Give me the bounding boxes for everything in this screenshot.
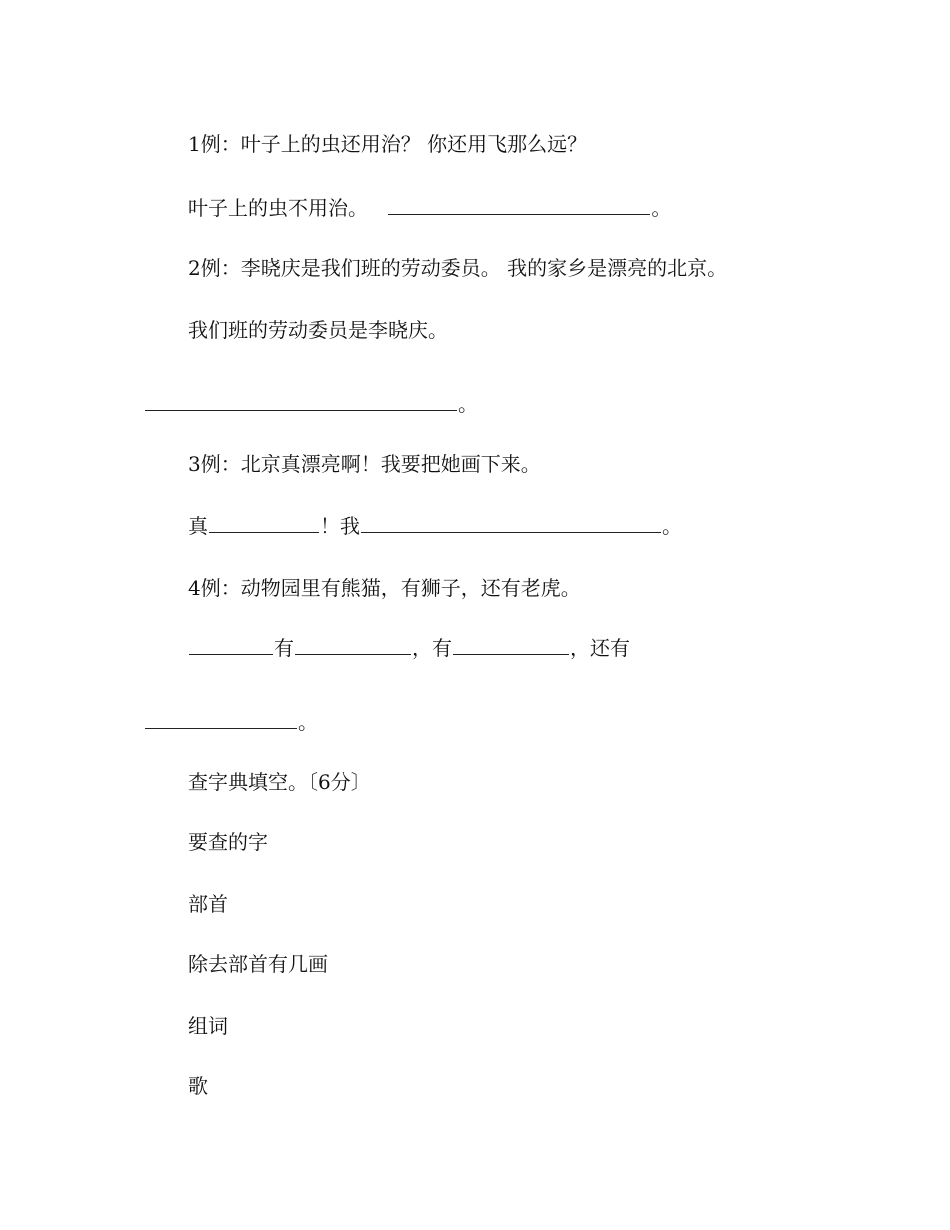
exercise-4-word-you-2: ，有 <box>412 636 452 660</box>
exercise-4-answer <box>188 634 630 662</box>
dictionary-row-strokes: 除去部首有几画 <box>188 952 328 976</box>
exercise-4-word-haiyou: ，还有 <box>570 636 630 660</box>
exercise-4-blank-3[interactable] <box>453 634 569 655</box>
exercise-2-answer <box>144 390 478 418</box>
exercise-2-period: 。 <box>458 392 478 416</box>
exercise-3-period: 。 <box>662 514 682 538</box>
exercise-4-example: 4例：动物园里有熊猫，有狮子，还有老虎。 <box>188 576 581 600</box>
exercise-1-period: 。 <box>651 196 672 220</box>
exercise-3-blank-2[interactable] <box>361 512 661 533</box>
exercise-3-answer <box>188 512 682 540</box>
exercise-1-answer <box>188 194 671 222</box>
exercise-2-example: 2例：李晓庆是我们班的劳动委员。 我的家乡是漂亮的北京。 <box>188 256 728 280</box>
dictionary-row-words: 组词 <box>188 1014 228 1038</box>
dictionary-row-radical: 部首 <box>188 892 228 916</box>
exercise-2-blank[interactable] <box>145 390 457 411</box>
exercise-1-answer-prefix: 叶子上的虫不用治。 <box>188 196 368 220</box>
exercise-1-blank[interactable] <box>388 194 650 215</box>
exercise-4-blank-4[interactable] <box>145 708 297 729</box>
exercise-3-example: 3例：北京真漂亮啊！我要把她画下来。 <box>188 452 541 476</box>
exercise-4-period: 。 <box>298 710 318 734</box>
exercise-3-blank-1[interactable] <box>209 512 319 533</box>
dictionary-row-char: 要查的字 <box>188 830 268 854</box>
exercise-2-answer-line: 我们班的劳动委员是李晓庆。 <box>188 318 448 342</box>
exercise-4-answer-cont <box>144 708 318 736</box>
exercise-4-blank-2[interactable] <box>295 634 411 655</box>
dictionary-row-ge: 歌 <box>188 1074 208 1098</box>
exercise-3-word-wo: ！我 <box>320 514 360 538</box>
exercise-4-blank-1[interactable] <box>189 634 273 655</box>
dictionary-heading: 查字典填空。〔6分〕 <box>188 770 371 794</box>
exercise-3-word-zhen: 真 <box>188 514 208 538</box>
exercise-4-word-you-1: 有 <box>274 636 294 660</box>
exercise-1-example: 1例：叶子上的虫还用治？ 你还用飞那么远？ <box>188 132 588 156</box>
